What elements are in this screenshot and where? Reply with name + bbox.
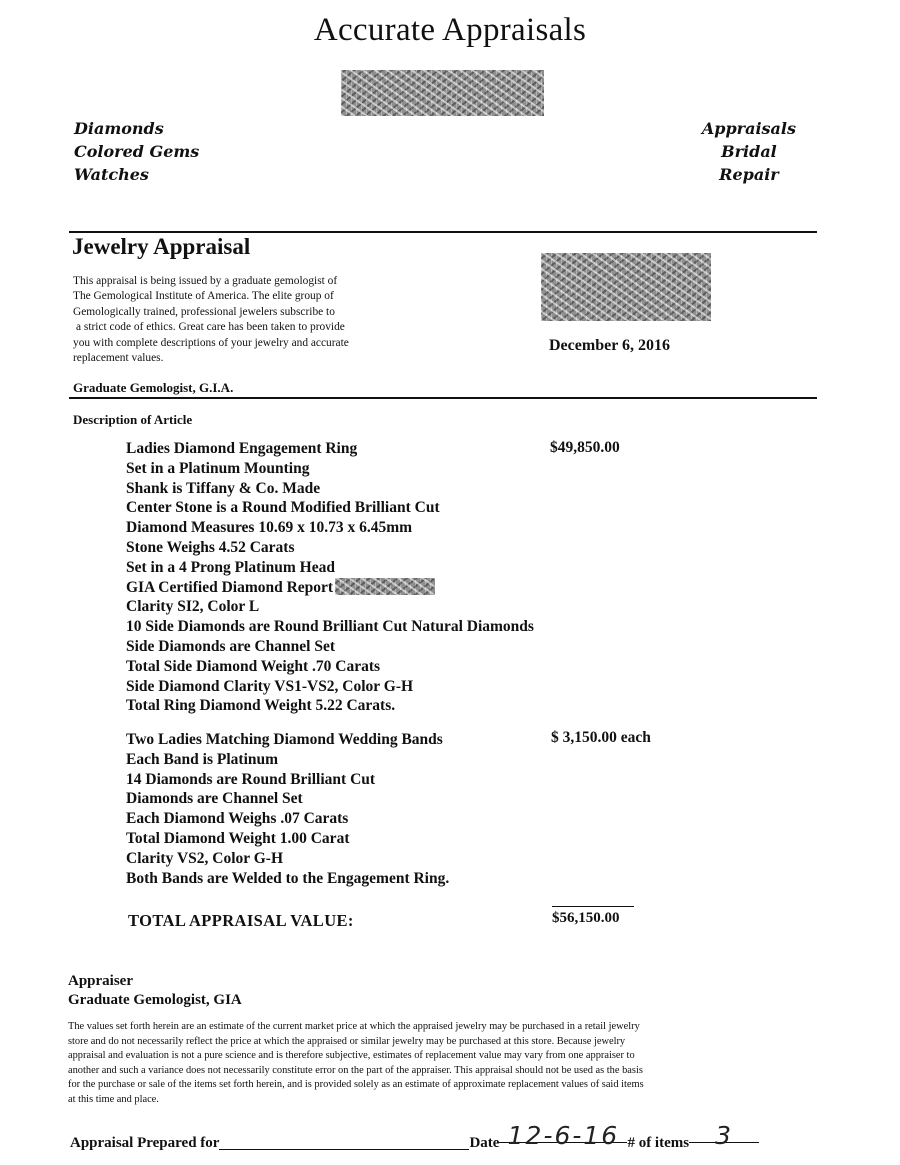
page-title: Accurate Appraisals <box>313 12 587 48</box>
item-line: Diamonds are Channel Set <box>126 790 303 808</box>
item-line: Stone Weighs 4.52 Carats <box>126 538 295 556</box>
item-line: Side Diamonds are Channel Set <box>126 637 335 655</box>
services-left-list <box>74 117 199 186</box>
item-line: Total Side Diamond Weight .70 Carats <box>126 657 381 675</box>
item-line: Center Stone is a Round Modified Brilliant Cut <box>126 499 440 517</box>
disclaimer-line: at this time and place. <box>68 1093 159 1105</box>
item-line: Set in a Platinum Mounting <box>126 459 310 477</box>
redacted-client-block <box>541 253 711 321</box>
redacted-report-number <box>335 578 435 595</box>
report-label: GIA Certified Diamond Report <box>126 578 334 596</box>
service-item: Watches <box>74 165 149 184</box>
item-line: Diamond Measures 10.69 x 10.73 x 6.45mm <box>126 519 413 537</box>
item-line: 10 Side Diamonds are Round Brilliant Cut Natural Diamonds <box>126 618 534 636</box>
footer-line <box>70 1121 759 1152</box>
appraiser-signature-block <box>68 972 242 1010</box>
service-item: Bridal <box>721 142 777 161</box>
item-wedding-bands <box>126 730 449 888</box>
intro-line: you with complete descriptions of your jewelry and accurate <box>73 336 349 349</box>
item-line: Each Band is Platinum <box>126 750 279 768</box>
items-field <box>689 1121 759 1150</box>
item-line: Both Bands are Welded to the Engagement Ring. <box>126 869 450 887</box>
item-line: Clarity VS2, Color G-H <box>126 849 284 867</box>
redacted-address-block <box>341 70 544 116</box>
date-label: Date <box>469 1135 500 1151</box>
item-line: Each Diamond Weighs .07 Carats <box>126 810 349 828</box>
date-field <box>499 1121 627 1150</box>
service-item: Colored Gems <box>74 142 200 161</box>
section-heading: Jewelry Appraisal <box>72 234 251 259</box>
intro-line: a strict code of ethics. Great care has been taken to provide <box>76 321 345 334</box>
item-line: Set in a 4 Prong Platinum Head <box>126 558 335 576</box>
item-line: 14 Diamonds are Round Brilliant Cut <box>126 770 376 788</box>
appraiser-role: Appraiser <box>68 973 133 989</box>
disclaimer-line: appraisal and evaluation is not a pure science and is therefore subjective, estimates of replacement value may vary from one appraiser to <box>68 1050 635 1061</box>
description-heading: Description of Article <box>73 412 193 427</box>
intro-line: The Gemological Institute of America. The elite group of <box>73 290 334 303</box>
item-line: Clarity SI2, Color L <box>126 598 260 616</box>
appraiser-title: Graduate Gemologist, GIA <box>68 992 242 1008</box>
gemologist-credential: Graduate Gemologist, G.I.A. <box>73 380 234 395</box>
item-engagement-ring <box>126 439 534 716</box>
item-price: $ 3,150.00 each <box>551 729 651 746</box>
services-right-list <box>702 117 796 186</box>
prepared-for-label: Appraisal Prepared for <box>70 1135 220 1151</box>
item-line-report <box>126 578 534 598</box>
handwritten-date: 12-6-16 <box>507 1121 620 1150</box>
prepared-for-field <box>219 1134 469 1150</box>
total-value: $56,150.00 <box>552 906 634 927</box>
handwritten-item-count: 3 <box>715 1121 734 1150</box>
total-label: TOTAL APPRAISAL VALUE: <box>128 911 354 930</box>
disclaimer-line: for the purchase or sale of the items set forth herein, and is provided solely as an estimate of approximate replacement values of said items <box>68 1079 644 1090</box>
disclaimer-line: another and such a variance does not necessarily constitute error on the part of the appraiser. This appraisal should not be used as the basis <box>68 1064 643 1076</box>
service-item: Diamonds <box>74 119 164 138</box>
intro-line: This appraisal is being issued by a graduate gemologist of <box>73 275 338 287</box>
intro-line: replacement values. <box>73 352 164 365</box>
item-line: Two Ladies Matching Diamond Wedding Bands <box>126 731 443 748</box>
disclaimer-line: store and do not necessarily reflect the price at which the appraised or similar jewelry may be purchased at this store. Because jewelry <box>68 1035 626 1047</box>
item-line: Side Diamond Clarity VS1-VS2, Color G-H <box>126 677 414 695</box>
disclaimer <box>68 1020 828 1107</box>
item-line: Ladies Diamond Engagement Ring <box>126 440 358 457</box>
top-divider <box>69 231 817 233</box>
disclaimer-line: The values set forth herein are an estimate of the current market price at which the appraised jewelry may be purchased in a retail jewelry <box>68 1021 640 1032</box>
item-line: Total Diamond Weight 1.00 Carat <box>126 829 350 847</box>
appraisal-date: December 6, 2016 <box>549 337 670 354</box>
intro-line: Gemologically trained, professional jewelers subscribe to <box>73 305 335 318</box>
item-price: $49,850.00 <box>550 439 620 456</box>
items-label: # of items <box>627 1135 690 1151</box>
item-line: Total Ring Diamond Weight 5.22 Carats. <box>126 697 396 715</box>
middle-divider <box>69 397 817 399</box>
service-item: Repair <box>719 165 779 184</box>
intro-paragraph <box>73 274 413 366</box>
item-line: Shank is Tiffany & Co. Made <box>126 479 321 497</box>
service-item: Appraisals <box>701 119 796 138</box>
